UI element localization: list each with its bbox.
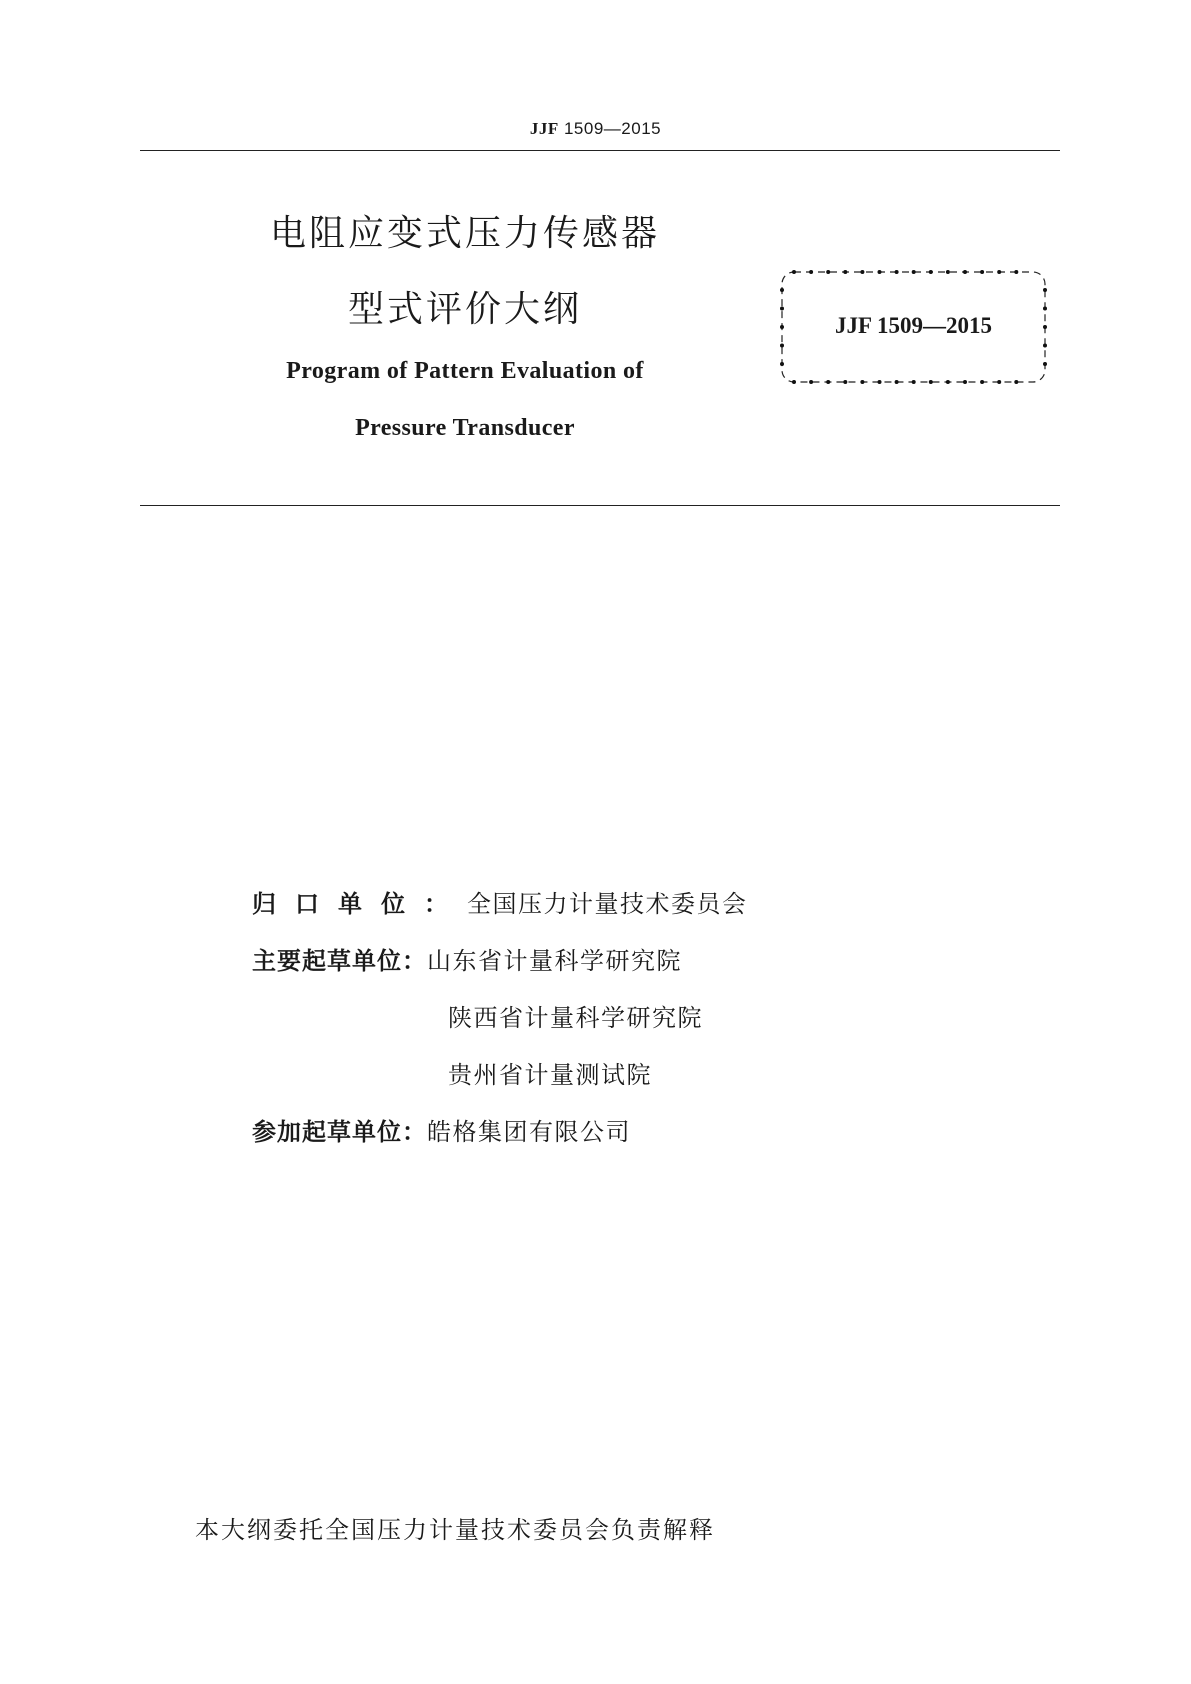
frame-dot [826, 380, 830, 384]
frame-dot [895, 380, 899, 384]
frame-dot [963, 380, 967, 384]
frame-dot [980, 270, 984, 274]
frame-dot [860, 380, 864, 384]
main-drafting-row [252, 941, 682, 981]
participating-drafting-row [252, 1112, 631, 1152]
frame-dot [912, 270, 916, 274]
frame-dot [946, 270, 950, 274]
frame-dot [843, 270, 847, 274]
frame-dot [792, 380, 796, 384]
frame-dot [1043, 344, 1047, 348]
frame-dot [860, 270, 864, 274]
governing-unit-label: 归口单位： [252, 890, 467, 918]
main-drafting-row-3 [448, 1055, 652, 1095]
header-standard-code [0, 118, 1191, 140]
main-drafting-row-2 [448, 998, 703, 1038]
frame-dot [843, 380, 847, 384]
title-cn-line1: 电阻应变式压力传感器 [269, 213, 660, 254]
title-cn-line2: 型式评价大纲 [347, 289, 582, 330]
frame-dot [929, 380, 933, 384]
main-drafting-value-3: 贵州省计量测试院 [448, 1061, 652, 1089]
frame-dot [912, 380, 916, 384]
frame-dot [1043, 307, 1047, 311]
header-code-rest: 1509—2015 [558, 119, 662, 138]
governing-unit-value: 全国压力计量技术委员会 [467, 890, 748, 918]
frame-dot [997, 380, 1001, 384]
frame-dot [997, 270, 1001, 274]
frame-dot [878, 380, 882, 384]
frame-dot [780, 344, 784, 348]
frame-dot [809, 270, 813, 274]
title-bottom-rule [140, 505, 1060, 506]
frame-dot [929, 270, 933, 274]
standard-code: JJF 1509—2015 [835, 313, 992, 338]
header-rule [140, 150, 1060, 151]
header-code-prefix: JJF [529, 119, 559, 138]
frame-dot [826, 270, 830, 274]
frame-dot [895, 270, 899, 274]
frame-dot [1014, 270, 1018, 274]
main-drafting-label: 主要起草单位： [252, 947, 427, 975]
governing-unit-row [252, 884, 748, 924]
frame-dot [1014, 380, 1018, 384]
title-en-line2: Pressure Transducer [355, 415, 575, 441]
frame-dot [792, 270, 796, 274]
frame-dot [1043, 362, 1047, 366]
frame-dot [878, 270, 882, 274]
title-en-line1: Program of Pattern Evaluation of [286, 358, 644, 384]
frame-dot [780, 288, 784, 292]
frame-dot [780, 362, 784, 366]
frame-dot [809, 380, 813, 384]
interpretation-note: 本大纲委托全国压力计量技术委员会负责解释 [195, 1516, 715, 1544]
frame-dot [946, 380, 950, 384]
main-drafting-value-2: 陕西省计量科学研究院 [448, 1004, 703, 1032]
frame-dot [780, 307, 784, 311]
frame-dot [1043, 288, 1047, 292]
main-drafting-value-1: 山东省计量科学研究院 [427, 947, 682, 975]
participating-drafting-value: 皓格集团有限公司 [427, 1118, 631, 1146]
frame-dot [963, 270, 967, 274]
participating-drafting-label: 参加起草单位： [252, 1118, 427, 1146]
frame-dot [980, 380, 984, 384]
